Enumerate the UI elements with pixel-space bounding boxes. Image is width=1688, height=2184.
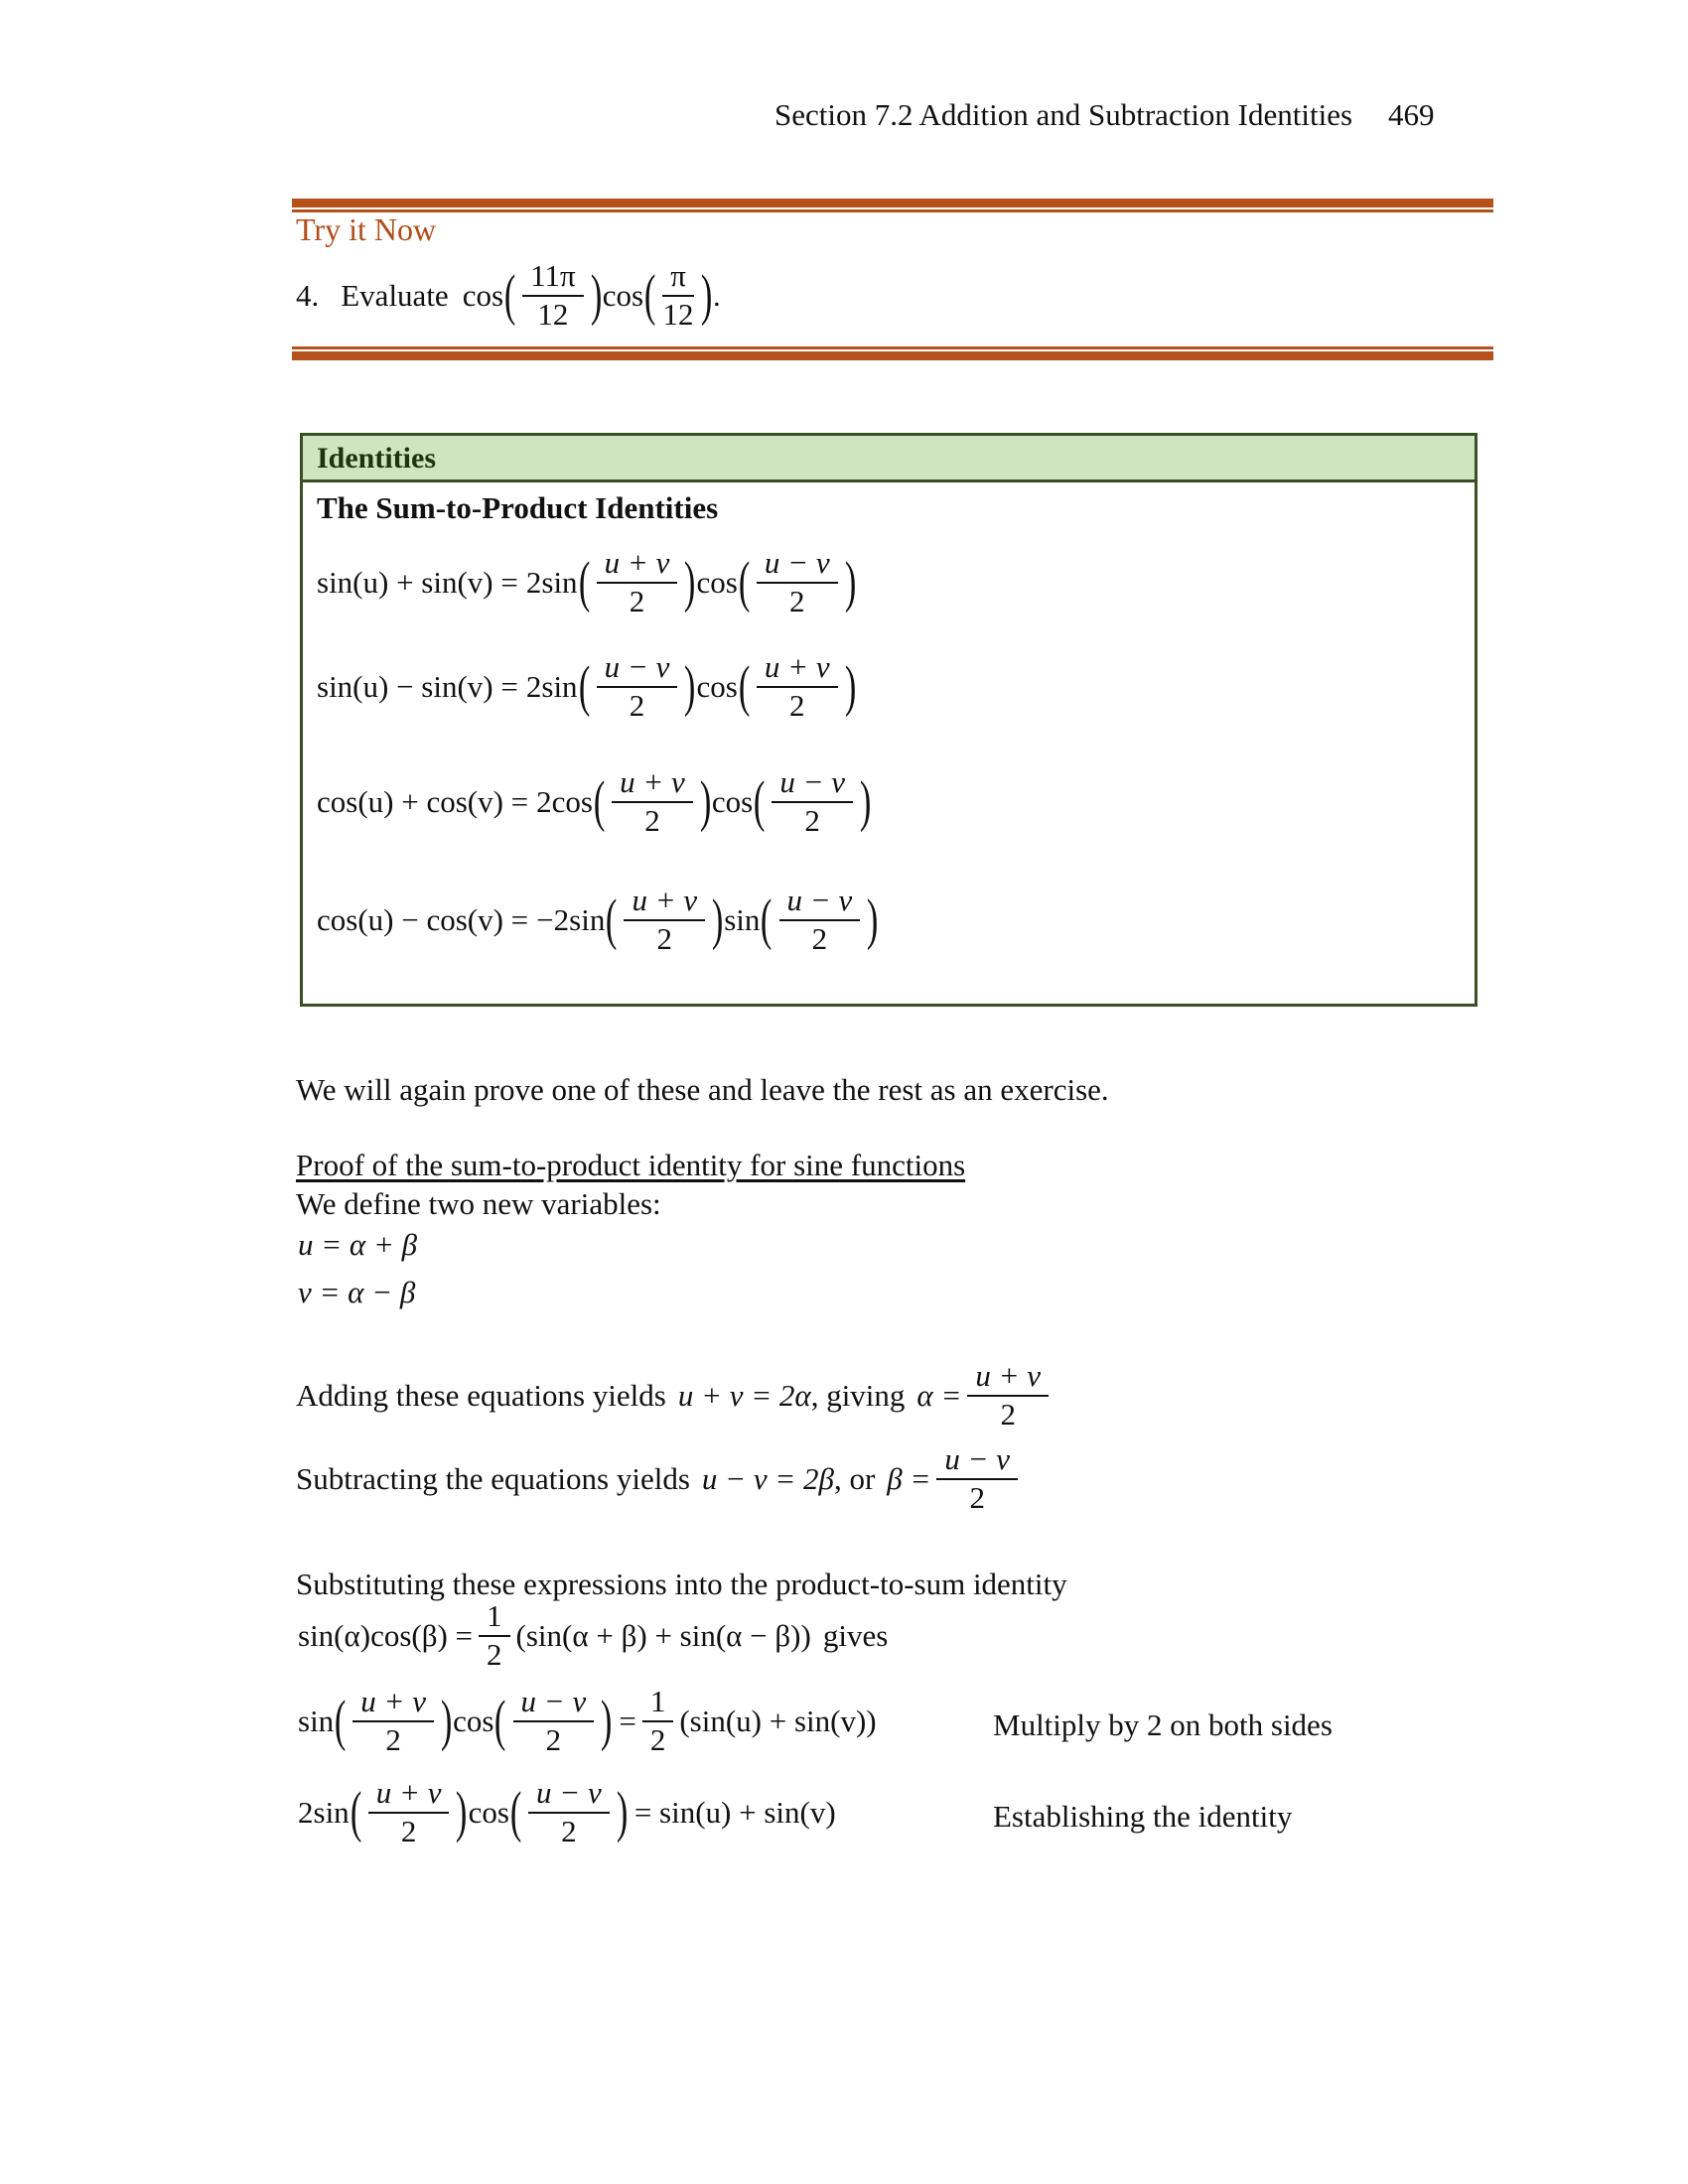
- subtracting-line: Subtracting the equations yields u − v = 2β , or β = $\frac{u - v}{2}$: [296, 1443, 1024, 1514]
- identities-box-header: Identities: [303, 436, 1475, 482]
- adding-line: Adding these equations yields u + v = 2α , giving α = $\frac{u + v}{2}$: [296, 1360, 1055, 1431]
- identity-equation: sin(u) + sin(v) = 2 sin ( $\frac{u + v}{2}$ ) cos ( $\frac{u - v}{2}$ ): [317, 545, 856, 618]
- proof-step-1: sin ( $\frac{u + v}{2}$ ) cos ( $\frac{u - v}{2}$ ) = $\frac{1}{2}$ (sin(u) + sin(v)): [298, 1684, 877, 1757]
- proof-step-2: 2 sin ( $\frac{u + v}{2}$ ) cos ( $\frac{u - v}{2}$ ) = sin(u) + sin(v): [298, 1775, 836, 1848]
- exercise-number: 4.: [296, 277, 320, 313]
- identities-box: [300, 433, 1477, 1007]
- intro-paragraph: We will again prove one of these and leave the rest as an exercise.: [296, 1072, 1109, 1107]
- definition-u: u = α + β: [298, 1227, 418, 1262]
- identity-equation: sin(u) − sin(v) = 2 sin ( $\frac{u - v}{2}$ ) cos ( $\frac{u + v}{2}$ ): [317, 649, 856, 723]
- step-1-note: Multiply by 2 on both sides: [993, 1707, 1333, 1742]
- func-cos: cos: [462, 277, 504, 313]
- identity-equation: cos(u) + cos(v) = 2 cos ( $\frac{u + v}{2}$ ) cos ( $\frac{u - v}{2}$ ): [317, 764, 872, 838]
- define-text: We define two new variables:: [296, 1186, 661, 1221]
- identity-equation: cos(u) − cos(v) = −2 sin ( $\frac{u + v}{2}$ ) sin ( $\frac{u - v}{2}$ ): [317, 883, 879, 956]
- page-number: 469: [1388, 97, 1435, 132]
- running-header: [774, 97, 1435, 133]
- top-rule-thick: [292, 199, 1493, 207]
- proof-heading: Proof of the sum-to-product identity for sine functions: [296, 1148, 966, 1182]
- top-rule-thin: [292, 209, 1493, 212]
- identities-subtitle: The Sum-to-Product Identities: [317, 490, 719, 525]
- func-cos: cos: [602, 277, 644, 313]
- fraction: $\frac{\pi}{12}$: [662, 258, 694, 332]
- product-to-sum-line: sin(α)cos(β) = $\frac{1}{2}$ (sin(α + β) + sin(α − β)) gives: [298, 1598, 889, 1672]
- step-2-note: Establishing the identity: [993, 1799, 1293, 1834]
- bottom-rule-thin: [292, 346, 1493, 349]
- try-it-now-exercise: 4. Evaluate cos ( $\frac{11\pi}{12}$ ) cos ( $\frac{\pi}{12}$ ) .: [296, 258, 721, 332]
- exercise-prompt: Evaluate: [341, 277, 449, 313]
- section-title: Section 7.2 Addition and Subtraction Identities: [774, 97, 1353, 132]
- fraction: $\frac{11\pi}{12}$: [522, 260, 584, 331]
- try-it-now-title: Try it Now: [296, 211, 437, 247]
- substituting-text: Substituting these expressions into the product-to-sum identity: [296, 1567, 1067, 1601]
- bottom-rule-thick: [292, 351, 1493, 360]
- definition-v: v = α − β: [298, 1275, 416, 1309]
